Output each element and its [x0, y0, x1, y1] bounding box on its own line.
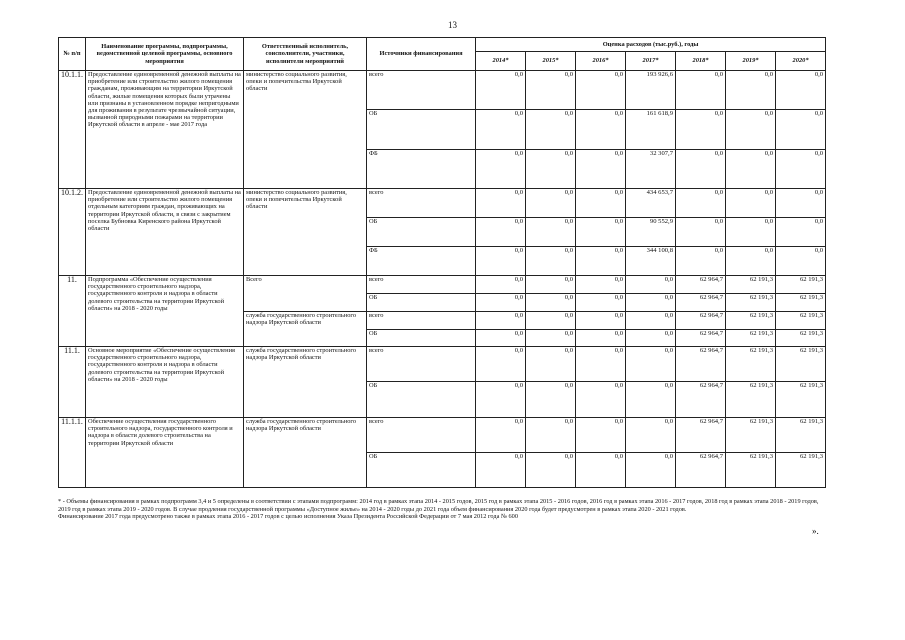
row-number: 11. — [59, 276, 86, 347]
row-number: 11.1. — [59, 347, 86, 418]
expense-value: 0,0 — [526, 294, 576, 312]
expense-value: 62 964,7 — [676, 294, 726, 312]
funding-source: всего — [367, 189, 476, 218]
expense-value: 62 191,3 — [726, 382, 776, 418]
expense-value: 62 191,3 — [776, 382, 826, 418]
footnote-text: * - Объемы финансирования в рамках подпрограмм 3,4 и 5 определены в соответствии с этапами подпрограмм: 2014 год в рамках этапа 2014 - 2015 годов, 2015 год в рамках этапа 2015 - 2016 годов, 2016 год в рамках этапа 2016 - 2017 годов, 2018 год в рамках этапа 2018 - 2019 годов, 2019 год в рамках этапа 2019 - 2020 годов. В случае продления государственной программы «Доступное жилье» на 2014 - 2020 годы до 2021 года объем финансирования 2020 года будет предусмотрен в рамках этапа 2020 - 2021 годов. — [58, 498, 819, 513]
closing-quote: ». — [812, 526, 819, 536]
expense-value: 0,0 — [476, 418, 526, 453]
expense-value: 0,0 — [776, 71, 826, 110]
executor: служба государственного строительного надзора Иркутской области — [244, 312, 367, 347]
header-num: № п/п — [59, 38, 86, 71]
expense-value: 0,0 — [476, 71, 526, 110]
expense-value: 0,0 — [776, 218, 826, 247]
header-year: 2018* — [676, 52, 726, 71]
expense-value: 0,0 — [526, 330, 576, 347]
expense-value: 0,0 — [526, 453, 576, 488]
expense-value: 0,0 — [476, 218, 526, 247]
funding-source: ФБ — [367, 247, 476, 276]
expense-value: 0,0 — [576, 330, 626, 347]
expense-value: 0,0 — [626, 294, 676, 312]
expense-value: 0,0 — [576, 276, 626, 294]
header-year: 2020* — [776, 52, 826, 71]
expense-value: 0,0 — [576, 247, 626, 276]
expense-value: 0,0 — [626, 418, 676, 453]
expense-value: 0,0 — [476, 330, 526, 347]
expense-value: 90 552,9 — [626, 218, 676, 247]
expense-value: 0,0 — [576, 189, 626, 218]
header-year: 2019* — [726, 52, 776, 71]
expense-value: 0,0 — [526, 71, 576, 110]
expense-value: 0,0 — [776, 247, 826, 276]
expense-value: 0,0 — [526, 247, 576, 276]
row-number: 11.1.1. — [59, 418, 86, 488]
expense-value: 193 926,6 — [626, 71, 676, 110]
expense-value: 0,0 — [476, 189, 526, 218]
expense-value: 0,0 — [576, 110, 626, 150]
expense-value: 62 191,3 — [776, 453, 826, 488]
expense-value: 0,0 — [476, 382, 526, 418]
expense-value: 0,0 — [476, 347, 526, 382]
page-number: 13 — [448, 20, 457, 30]
executor: Всего — [244, 276, 367, 312]
funding-source: ФБ — [367, 150, 476, 189]
expense-value: 62 191,3 — [726, 294, 776, 312]
expense-value: 0,0 — [576, 453, 626, 488]
expense-value: 0,0 — [626, 347, 676, 382]
expense-value: 62 191,3 — [726, 312, 776, 330]
expense-value: 62 191,3 — [726, 453, 776, 488]
expense-value: 0,0 — [526, 110, 576, 150]
expense-value: 0,0 — [676, 71, 726, 110]
executor: служба государственного строительного надзора Иркутской области — [244, 418, 367, 488]
header-executor: Ответственный исполнитель, соисполнители, участники, исполнители мероприятий — [244, 38, 367, 71]
funding-source: всего — [367, 276, 476, 294]
expense-value: 0,0 — [476, 312, 526, 330]
expense-value: 0,0 — [726, 189, 776, 218]
header-estimate: Оценка расходов (тыс.руб.), годы — [476, 38, 826, 52]
header-year: 2016* — [576, 52, 626, 71]
expense-value: 0,0 — [776, 189, 826, 218]
program-name: Подпрограмма «Обеспечение осуществления государственного строительного надзора, государственного контроля и надзора в области долевого строительства на территории Иркутской области» на 2018 - 2020 годы — [86, 276, 244, 347]
header-year: 2017* — [626, 52, 676, 71]
expense-value: 0,0 — [626, 312, 676, 330]
notes — [58, 498, 828, 521]
table-row — [59, 347, 826, 382]
expense-value: 0,0 — [526, 218, 576, 247]
expense-value: 434 653,7 — [626, 189, 676, 218]
expense-value: 0,0 — [526, 312, 576, 330]
expense-value: 0,0 — [676, 218, 726, 247]
row-number: 10.1.1. — [59, 71, 86, 189]
expense-value: 0,0 — [726, 71, 776, 110]
funding-source: ОБ — [367, 330, 476, 347]
expense-value: 62 191,3 — [776, 276, 826, 294]
expense-value: 62 964,7 — [676, 276, 726, 294]
expense-value: 62 964,7 — [676, 418, 726, 453]
expense-value: 0,0 — [526, 189, 576, 218]
expense-value: 0,0 — [676, 247, 726, 276]
expense-value: 62 964,7 — [676, 330, 726, 347]
expense-value: 62 964,7 — [676, 382, 726, 418]
expense-value: 0,0 — [526, 418, 576, 453]
table-row — [59, 418, 826, 453]
expense-value: 0,0 — [576, 418, 626, 453]
header-source: Источники финансирования — [367, 38, 476, 71]
expense-value: 0,0 — [726, 150, 776, 189]
expense-value: 62 191,3 — [776, 294, 826, 312]
table-row — [59, 276, 826, 294]
expense-value: 344 100,8 — [626, 247, 676, 276]
expense-value: 161 618,9 — [626, 110, 676, 150]
expense-value: 0,0 — [476, 294, 526, 312]
funding-source: ОБ — [367, 218, 476, 247]
expense-value: 0,0 — [476, 150, 526, 189]
funding-source: ОБ — [367, 382, 476, 418]
expense-value: 0,0 — [476, 110, 526, 150]
funding-source: всего — [367, 71, 476, 110]
expense-value: 0,0 — [676, 189, 726, 218]
executor: министерство социального развития, опеки и попечительства Иркутской области — [244, 189, 367, 276]
expense-value: 0,0 — [526, 276, 576, 294]
program-name: Предоставление единовременной денежной выплаты на приобретение или строительство жилого помещения гражданам, проживающим на территории Иркутской области, жилые помещения которых были утрачены или признаны в установленном порядке непригодными для проживания в результате чрезвычайной ситуации, вызванной природными пожарами на территории Иркутской области в апреле - мае 2017 года — [86, 71, 244, 189]
expense-value: 0,0 — [626, 382, 676, 418]
expense-value: 0,0 — [526, 382, 576, 418]
expense-value: 62 191,3 — [726, 330, 776, 347]
program-name: Предоставление единовременной денежной выплаты на приобретение или строительство жилого помещения отдельным категориям граждан, проживающих на территории Иркутской области, в связи с закрытием поселка Бубновка Киренского района Иркутской области — [86, 189, 244, 276]
expense-value: 0,0 — [776, 110, 826, 150]
funding-source: ОБ — [367, 453, 476, 488]
expense-value: 0,0 — [626, 330, 676, 347]
expense-value: 0,0 — [726, 218, 776, 247]
expense-value: 62 191,3 — [776, 418, 826, 453]
table-row — [59, 189, 826, 218]
expense-value: 0,0 — [626, 453, 676, 488]
expense-value: 0,0 — [676, 150, 726, 189]
expense-value: 0,0 — [476, 247, 526, 276]
header-year: 2014* — [476, 52, 526, 71]
expense-value: 32 307,7 — [626, 150, 676, 189]
expense-value: 0,0 — [626, 276, 676, 294]
executor: служба государственного строительного надзора Иркутской области — [244, 347, 367, 418]
expense-value: 0,0 — [576, 218, 626, 247]
expense-value: 62 191,3 — [726, 347, 776, 382]
expense-value: 0,0 — [576, 382, 626, 418]
expense-value: 0,0 — [526, 150, 576, 189]
funding-source: всего — [367, 347, 476, 382]
expense-value: 0,0 — [476, 276, 526, 294]
header-year: 2015* — [526, 52, 576, 71]
expense-value: 0,0 — [776, 150, 826, 189]
funding-source: ОБ — [367, 110, 476, 150]
program-name: Основное мероприятие «Обеспечение осуществления государственного строительного надзора, государственного контроля и надзора в области долевого строительства на территории Иркутской области» на 2018 - 2020 годы — [86, 347, 244, 418]
expense-value: 62 191,3 — [726, 418, 776, 453]
expense-value: 0,0 — [576, 347, 626, 382]
funding-source: всего — [367, 312, 476, 330]
funding-note: Финансирование 2017 года предусмотрено также в рамках этапа 2016 - 2017 годов с целью исполнения Указа Президента Российской Федерации от 7 мая 2012 года № 600 — [58, 513, 518, 521]
header-name: Наименование программы, подпрограммы, ведомственной целевой программы, основного мероприятия — [86, 38, 244, 71]
expense-value: 0,0 — [576, 312, 626, 330]
expense-value: 0,0 — [576, 150, 626, 189]
executor: министерство социального развития, опеки и попечительства Иркутской области — [244, 71, 367, 189]
expense-value: 62 191,3 — [776, 330, 826, 347]
expense-value: 62 191,3 — [726, 276, 776, 294]
funding-source: ОБ — [367, 294, 476, 312]
expense-value: 62 964,7 — [676, 347, 726, 382]
program-name: Обеспечение осуществления государственного строительного надзора, государственного контроля и надзора в области долевого строительства на территории Иркутской области — [86, 418, 244, 488]
expense-value: 0,0 — [476, 453, 526, 488]
expense-value: 0,0 — [526, 347, 576, 382]
table-row — [59, 71, 826, 110]
expenditure-table — [58, 37, 826, 488]
expense-value: 0,0 — [726, 110, 776, 150]
expense-value: 0,0 — [576, 294, 626, 312]
row-number: 10.1.2. — [59, 189, 86, 276]
expense-value: 62 191,3 — [776, 312, 826, 330]
funding-source: всего — [367, 418, 476, 453]
expense-value: 62 964,7 — [676, 312, 726, 330]
expense-value: 0,0 — [676, 110, 726, 150]
expense-value: 62 191,3 — [776, 347, 826, 382]
expense-value: 62 964,7 — [676, 453, 726, 488]
expense-value: 0,0 — [726, 247, 776, 276]
expense-value: 0,0 — [576, 71, 626, 110]
